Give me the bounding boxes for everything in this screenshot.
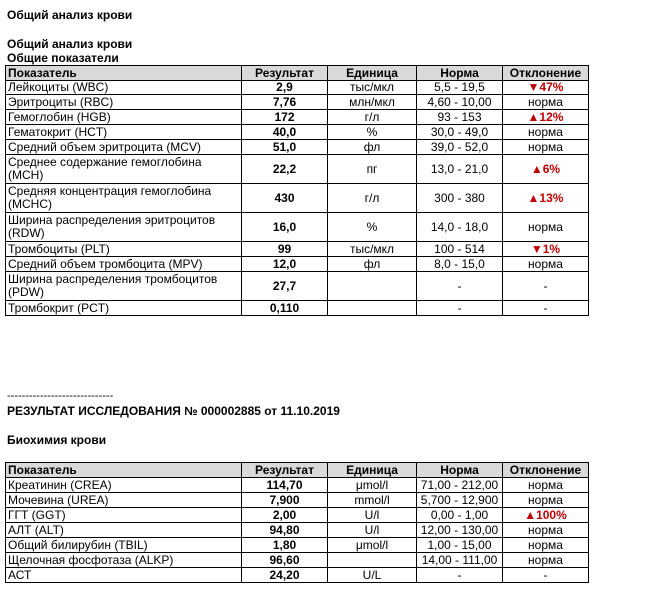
table-row	[6, 81, 589, 95]
table-row	[6, 301, 589, 316]
table-row	[6, 493, 589, 508]
row-name: АСТ	[6, 568, 242, 583]
row-deviation: -	[503, 301, 589, 316]
row-norm: 5,5 - 19,5	[417, 81, 503, 95]
section-subtitle-general: Общие показатели	[7, 51, 119, 65]
row-deviation: норма	[503, 95, 589, 110]
row-deviation: норма	[503, 553, 589, 568]
row-unit: г/л	[328, 110, 417, 125]
row-unit: фл	[328, 257, 417, 272]
row-norm: 30,0 - 49,0	[417, 125, 503, 140]
row-norm: 14,00 - 111,00	[417, 553, 503, 568]
row-norm: -	[417, 568, 503, 583]
row-unit: U/L	[328, 568, 417, 583]
row-unit: млн/мкл	[328, 95, 417, 110]
row-name: Тромбоциты (PLT)	[6, 242, 242, 257]
row-unit	[328, 272, 417, 301]
row-result: 7,900	[242, 493, 328, 508]
table-row	[6, 553, 589, 568]
table-row	[6, 242, 589, 257]
separator-line: -----------------------------	[7, 390, 114, 402]
row-name: ГГТ (GGT)	[6, 508, 242, 523]
section-title-biochemistry: Биохимия крови	[7, 433, 107, 447]
row-result: 94,80	[242, 523, 328, 538]
col-header-result: Результат	[242, 66, 328, 81]
row-unit: μmol/l	[328, 538, 417, 553]
row-result: 51,0	[242, 140, 328, 155]
table-row	[6, 478, 589, 493]
row-result: 172	[242, 110, 328, 125]
row-name: Тромбокрит (PCT)	[6, 301, 242, 316]
table-row	[6, 568, 589, 583]
section-title-cbc: Общий анализ крови	[7, 37, 133, 51]
row-name: Среднее содержание гемоглобина (MCH)	[6, 155, 242, 184]
row-unit: %	[328, 125, 417, 140]
row-result: 27,7	[242, 272, 328, 301]
row-result: 0,110	[242, 301, 328, 316]
row-unit: %	[328, 213, 417, 242]
row-name: Эритроциты (RBC)	[6, 95, 242, 110]
row-unit	[328, 553, 417, 568]
col-header-result: Результат	[242, 463, 328, 478]
row-unit: тыс/мкл	[328, 81, 417, 95]
biochemistry-table	[5, 462, 589, 583]
row-norm: 13,0 - 21,0	[417, 155, 503, 184]
row-unit: г/л	[328, 184, 417, 213]
table-row	[6, 213, 589, 242]
row-norm: -	[417, 301, 503, 316]
table-row	[6, 184, 589, 213]
row-deviation: норма	[503, 140, 589, 155]
row-deviation: ▲100%	[503, 508, 589, 523]
row-norm: 14,0 - 18,0	[417, 213, 503, 242]
row-result: 1,80	[242, 538, 328, 553]
row-norm: 12,00 - 130,00	[417, 523, 503, 538]
row-name: Ширина распределения тромбоцитов (PDW)	[6, 272, 242, 301]
row-norm: 5,700 - 12,900	[417, 493, 503, 508]
row-unit: U/l	[328, 523, 417, 538]
row-deviation: ▲13%	[503, 184, 589, 213]
row-result: 2,9	[242, 81, 328, 95]
col-header-norm: Норма	[417, 66, 503, 81]
table-row	[6, 140, 589, 155]
row-result: 40,0	[242, 125, 328, 140]
row-norm: 8,0 - 15,0	[417, 257, 503, 272]
table-row	[6, 155, 589, 184]
result-header: РЕЗУЛЬТАТ ИССЛЕДОВАНИЯ № 000002885 от 11.10.2019	[7, 404, 340, 418]
col-header-deviation: Отклонение	[503, 66, 589, 81]
row-norm: 300 - 380	[417, 184, 503, 213]
table-row	[6, 125, 589, 140]
row-name: Общий билирубин (TBIL)	[6, 538, 242, 553]
cbc-table	[5, 65, 589, 316]
row-deviation: ▲12%	[503, 110, 589, 125]
row-name: Ширина распределения эритроцитов (RDW)	[6, 213, 242, 242]
col-header-norm: Норма	[417, 463, 503, 478]
row-result: 96,60	[242, 553, 328, 568]
row-deviation: ▲6%	[503, 155, 589, 184]
row-result: 12,0	[242, 257, 328, 272]
table-header-row	[6, 463, 589, 478]
row-unit	[328, 301, 417, 316]
row-name: Мочевина (UREA)	[6, 493, 242, 508]
row-name: Средний объем эритроцита (MCV)	[6, 140, 242, 155]
col-header-deviation: Отклонение	[503, 463, 589, 478]
row-norm: 4,60 - 10,00	[417, 95, 503, 110]
document-title: Общий анализ крови	[7, 8, 133, 22]
row-result: 430	[242, 184, 328, 213]
row-name: Креатинин (CREA)	[6, 478, 242, 493]
table-row	[6, 95, 589, 110]
row-norm: 71,00 - 212,00	[417, 478, 503, 493]
row-name: Лейкоциты (WBC)	[6, 81, 242, 95]
row-result: 16,0	[242, 213, 328, 242]
row-unit: фл	[328, 140, 417, 155]
row-result: 7,76	[242, 95, 328, 110]
table-header-row	[6, 66, 589, 81]
table-row	[6, 508, 589, 523]
table-row	[6, 272, 589, 301]
table-row	[6, 523, 589, 538]
row-result: 99	[242, 242, 328, 257]
row-deviation: норма	[503, 493, 589, 508]
row-deviation: ▼1%	[503, 242, 589, 257]
row-norm: 100 - 514	[417, 242, 503, 257]
row-name: Гемоглобин (HGB)	[6, 110, 242, 125]
row-norm: 0,00 - 1,00	[417, 508, 503, 523]
row-norm: 1,00 - 15,00	[417, 538, 503, 553]
row-norm: 93 - 153	[417, 110, 503, 125]
row-name: Щелочная фосфотаза (ALKP)	[6, 553, 242, 568]
row-unit: mmol/l	[328, 493, 417, 508]
row-result: 114,70	[242, 478, 328, 493]
row-unit: μmol/l	[328, 478, 417, 493]
row-deviation: норма	[503, 523, 589, 538]
row-deviation: норма	[503, 478, 589, 493]
col-header-name: Показатель	[6, 463, 242, 478]
row-deviation: норма	[503, 538, 589, 553]
row-name: Средняя концентрация гемоглобина (MCHC)	[6, 184, 242, 213]
row-norm: -	[417, 272, 503, 301]
col-header-name: Показатель	[6, 66, 242, 81]
row-deviation: норма	[503, 213, 589, 242]
table-row	[6, 257, 589, 272]
row-deviation: -	[503, 272, 589, 301]
table-row	[6, 110, 589, 125]
row-unit: тыс/мкл	[328, 242, 417, 257]
row-result: 22,2	[242, 155, 328, 184]
col-header-unit: Единица	[328, 66, 417, 81]
row-deviation: ▼47%	[503, 81, 589, 95]
row-deviation: -	[503, 568, 589, 583]
row-result: 2,00	[242, 508, 328, 523]
row-unit: U/l	[328, 508, 417, 523]
row-name: Средний объем тромбоцита (MPV)	[6, 257, 242, 272]
row-deviation: норма	[503, 257, 589, 272]
row-unit: пг	[328, 155, 417, 184]
table-row	[6, 538, 589, 553]
row-name: Гематокрит (HCT)	[6, 125, 242, 140]
row-name: АЛТ (ALT)	[6, 523, 242, 538]
row-deviation: норма	[503, 125, 589, 140]
row-norm: 39,0 - 52,0	[417, 140, 503, 155]
row-result: 24,20	[242, 568, 328, 583]
col-header-unit: Единица	[328, 463, 417, 478]
